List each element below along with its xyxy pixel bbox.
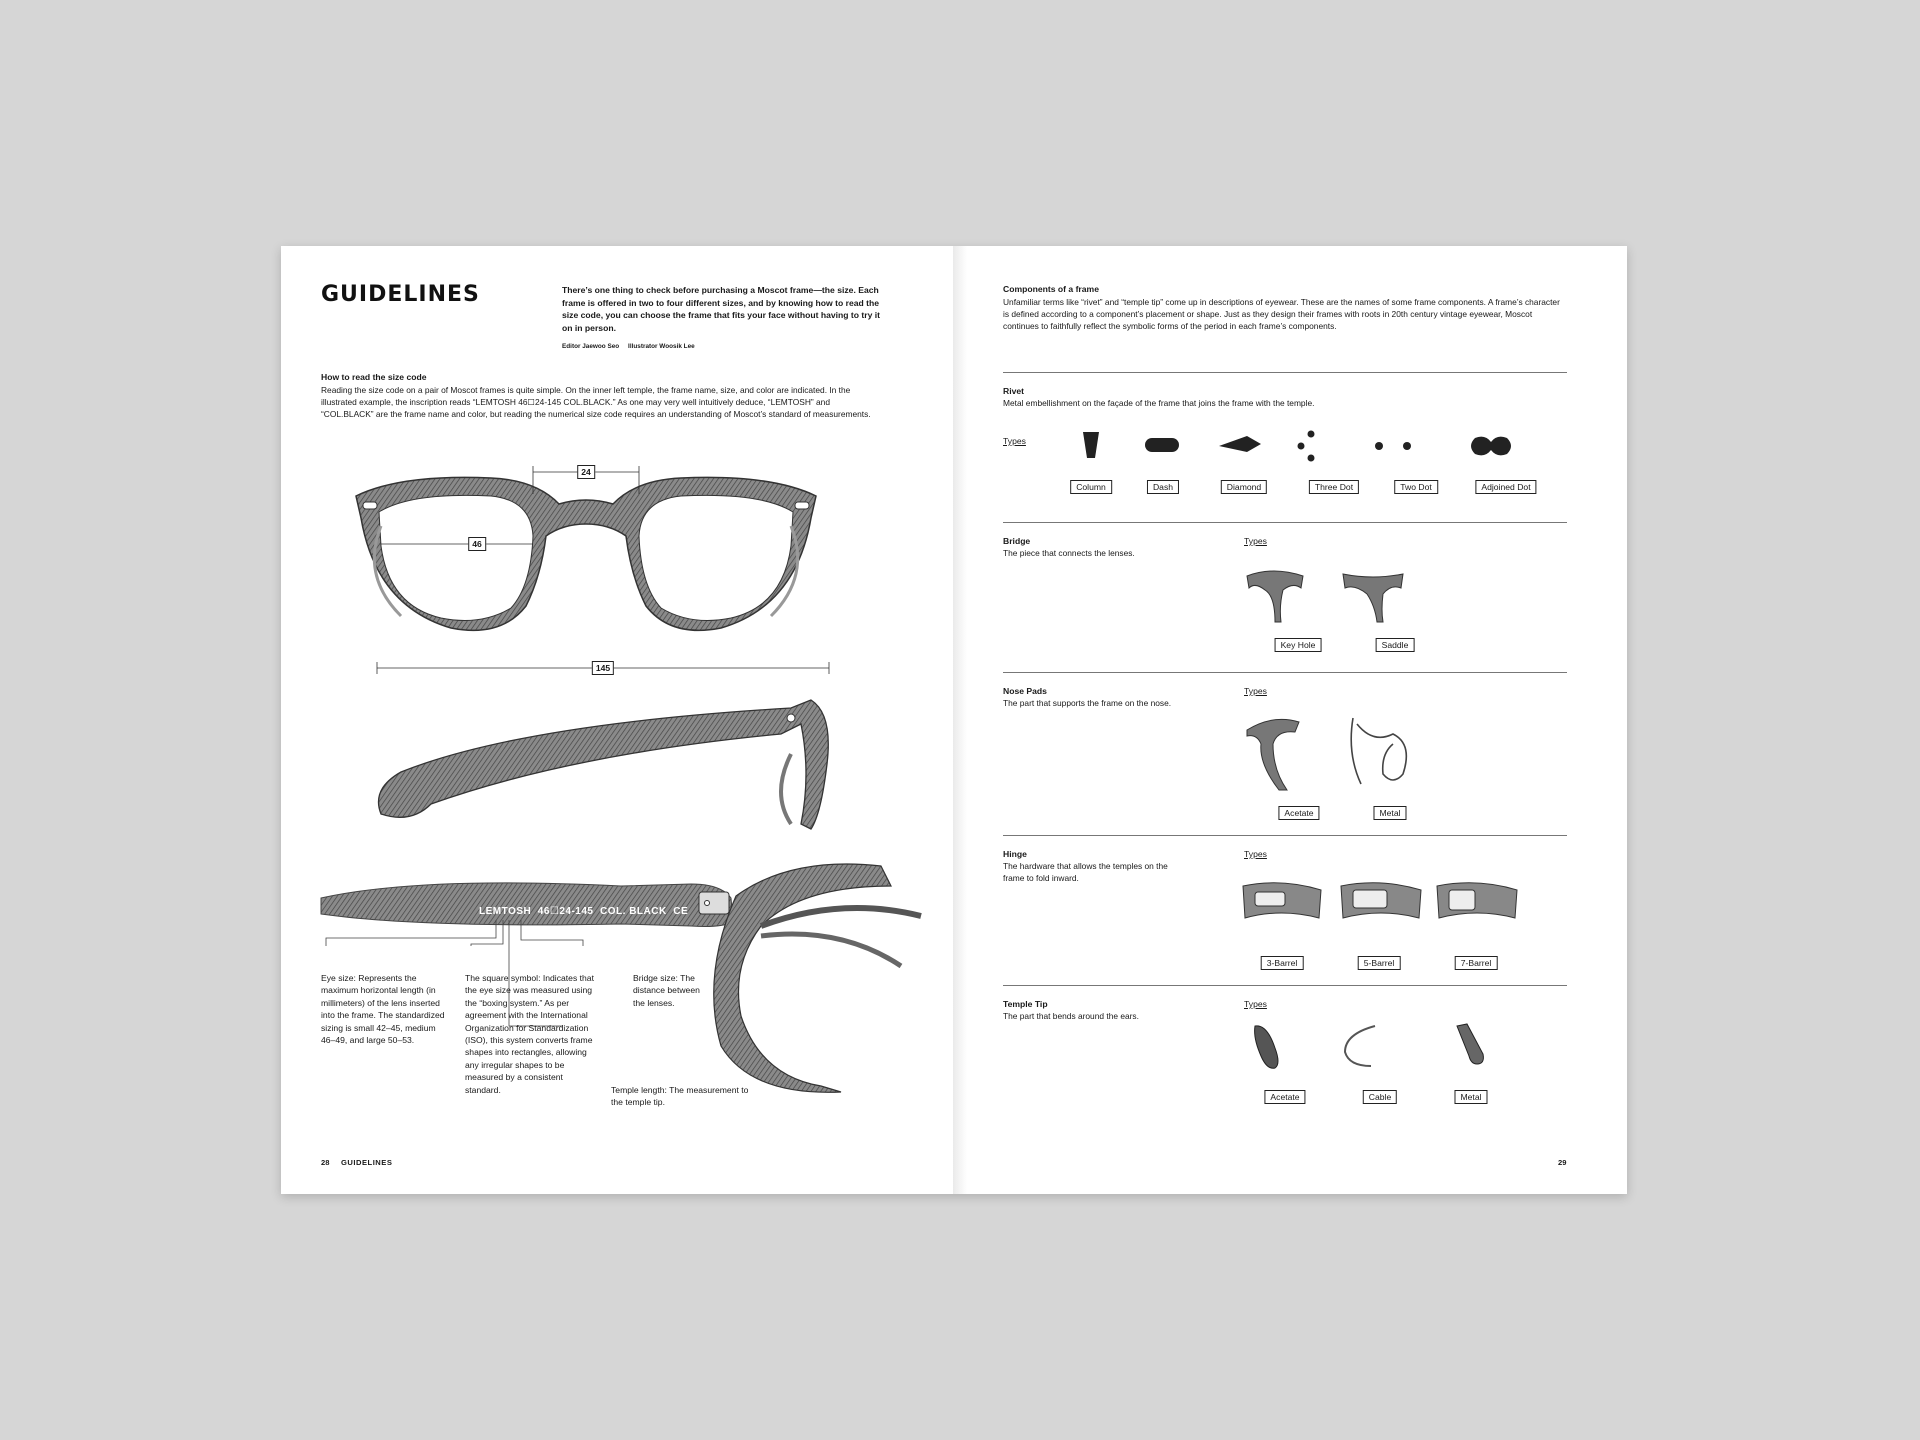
bridge-types-label: Types bbox=[1244, 536, 1267, 546]
left-page bbox=[281, 246, 953, 1194]
components-heading: Components of a frame bbox=[1003, 284, 1099, 294]
rivet-type-diamond: Diamond bbox=[1221, 480, 1267, 494]
nose-pads-heading: Nose Pads bbox=[1003, 686, 1047, 696]
section-body: Reading the size code on a pair of Moscot frames is quite simple. On the inner left temple, the frame name, size, and color are indicated. In the illustrated example, the inscription reads “LEMTOSH 46☐24-145 COL.BLACK.” As one may very well intuitively deduce, “LEMTOSH” and “COL.BLACK” are the frame name and color, but reading the numerical size code requires an understanding of Moscot’s standard of measurements. bbox=[321, 385, 871, 420]
adjoined-dot-rivet-icon bbox=[1471, 437, 1511, 456]
bridge-heading: Bridge bbox=[1003, 536, 1031, 546]
glasses-front-illustration bbox=[341, 466, 831, 646]
divider bbox=[1003, 672, 1567, 673]
components-body: Unfamiliar terms like “rivet” and “temple tip” come up in descriptions of eyewear. These are the names of some frame components. A frame’s character is defined according to a component’s placement or shape. Just as they design their frames with roots in 20th century vintage eyewear, Moscot continues to faithfully reflect the symbolic forms of the period in each frame’s components. bbox=[1003, 297, 1560, 332]
3-barrel-hinge-icon bbox=[1243, 883, 1321, 918]
dash-rivet-icon bbox=[1145, 438, 1179, 452]
temple-tip-types-label: Types bbox=[1244, 999, 1267, 1009]
nose-pad-type-acetate: Acetate bbox=[1278, 806, 1319, 820]
hinge-heading: Hinge bbox=[1003, 849, 1027, 859]
rivet-type-two-dot: Two Dot bbox=[1394, 480, 1438, 494]
intro-text: There’s one thing to check before purchasing a Moscot frame—the size. Each frame is offered in two to four different sizes, and by knowing how to read the size code, you can choose the frame that fits your face without having to try it on in person. bbox=[562, 285, 881, 333]
caption-eye-size: Eye size: Represents the maximum horizontal length (in millimeters) of the lens inserted into the frame. The standardized sizing is small 42–45, medium 46–49, and large 50–53. bbox=[321, 973, 445, 1046]
hinge-types-label: Types bbox=[1244, 849, 1267, 859]
bridge-type-key-hole: Key Hole bbox=[1275, 638, 1322, 652]
dim-temple-label: 145 bbox=[592, 661, 614, 675]
glasses-side-illustration bbox=[371, 694, 841, 834]
rivet-heading: Rivet bbox=[1003, 386, 1025, 396]
footer-page-number: 28 bbox=[321, 1158, 330, 1167]
hinge-type-5-barrel: 5-Barrel bbox=[1358, 956, 1401, 970]
divider bbox=[1003, 372, 1567, 373]
rivet-type-column: Column bbox=[1070, 480, 1112, 494]
rivet-type-adjoined-dot: Adjoined Dot bbox=[1475, 480, 1536, 494]
bridge-illustrations bbox=[1243, 566, 1423, 626]
hinge-type-3-barrel: 3-Barrel bbox=[1261, 956, 1304, 970]
dim-eye-label: 46 bbox=[468, 537, 486, 551]
rivet-icons bbox=[1073, 430, 1553, 460]
hinge-illustrations bbox=[1241, 878, 1531, 926]
temple-tip-type-acetate: Acetate bbox=[1264, 1090, 1305, 1104]
temple-tip-desc: The part that bends around the ears. bbox=[1003, 1011, 1139, 1021]
caption-square-symbol: The square symbol: Indicates that the eye size was measured using the “boxing system.” As per agreement with the International Organization for Standardization (ISO), this system converts frame shapes into rectangles, allowing any irregular shapes to be measured by a consistent standard. bbox=[465, 973, 594, 1095]
nose-pad-illustrations bbox=[1243, 714, 1423, 794]
rivet-desc: Metal embellishment on the façade of the frame that joins the frame with the temple. bbox=[1003, 398, 1315, 408]
metal-temple-tip-icon bbox=[1457, 1024, 1483, 1064]
rivet-type-three-dot: Three Dot bbox=[1309, 480, 1359, 494]
acetate-temple-tip-icon bbox=[1255, 1026, 1278, 1068]
temple-tip-type-metal: Metal bbox=[1454, 1090, 1487, 1104]
section-heading: How to read the size code bbox=[321, 372, 427, 382]
temple-inscription: LEMTOSH 46☐24-145 COL. BLACK CE bbox=[479, 906, 689, 917]
divider bbox=[1003, 522, 1567, 523]
divider bbox=[1003, 985, 1567, 986]
diamond-rivet-icon bbox=[1219, 436, 1261, 452]
key-hole-bridge-icon bbox=[1247, 571, 1303, 622]
caption-temple-length: Temple length: The measurement to the temple tip. bbox=[611, 1085, 749, 1108]
nose-pad-type-metal: Metal bbox=[1373, 806, 1406, 820]
hinge-desc: The hardware that allows the temples on the frame to fold inward. bbox=[1003, 861, 1168, 884]
rivet-type-dash: Dash bbox=[1147, 480, 1179, 494]
temple-tip-heading: Temple Tip bbox=[1003, 999, 1048, 1009]
hinge-type-7-barrel: 7-Barrel bbox=[1455, 956, 1498, 970]
page-title: GUIDELINES bbox=[321, 282, 480, 307]
dim-bridge-label: 24 bbox=[577, 465, 595, 479]
5-barrel-hinge-icon bbox=[1341, 883, 1421, 918]
metal-nose-pad-icon bbox=[1351, 718, 1406, 784]
magazine-spread bbox=[281, 246, 1627, 1194]
cable-temple-tip-icon bbox=[1345, 1026, 1375, 1066]
footer-page-number: 29 bbox=[1558, 1158, 1567, 1167]
footer-section-label: GUIDELINES bbox=[341, 1158, 393, 1167]
bridge-type-saddle: Saddle bbox=[1376, 638, 1415, 652]
temple-tip-type-cable: Cable bbox=[1363, 1090, 1397, 1104]
caption-bridge-size: Bridge size: The distance between the lenses. bbox=[633, 973, 700, 1008]
nose-pads-types-label: Types bbox=[1244, 686, 1267, 696]
bridge-desc: The piece that connects the lenses. bbox=[1003, 548, 1135, 558]
rivet-types-label: Types bbox=[1003, 436, 1026, 446]
credits: Editor Jaewoo Seo Illustrator Woosik Lee bbox=[562, 343, 695, 350]
divider bbox=[1003, 835, 1567, 836]
7-barrel-hinge-icon bbox=[1437, 883, 1517, 918]
two-dot-rivet-icon bbox=[1375, 442, 1411, 450]
column-rivet-icon bbox=[1083, 432, 1099, 458]
saddle-bridge-icon bbox=[1343, 574, 1403, 622]
temple-tip-illustrations bbox=[1245, 1022, 1505, 1072]
nose-pads-desc: The part that supports the frame on the nose. bbox=[1003, 698, 1172, 708]
acetate-nose-pad-icon bbox=[1247, 719, 1299, 790]
three-dot-rivet-icon bbox=[1298, 431, 1315, 462]
right-page bbox=[953, 246, 1627, 1194]
